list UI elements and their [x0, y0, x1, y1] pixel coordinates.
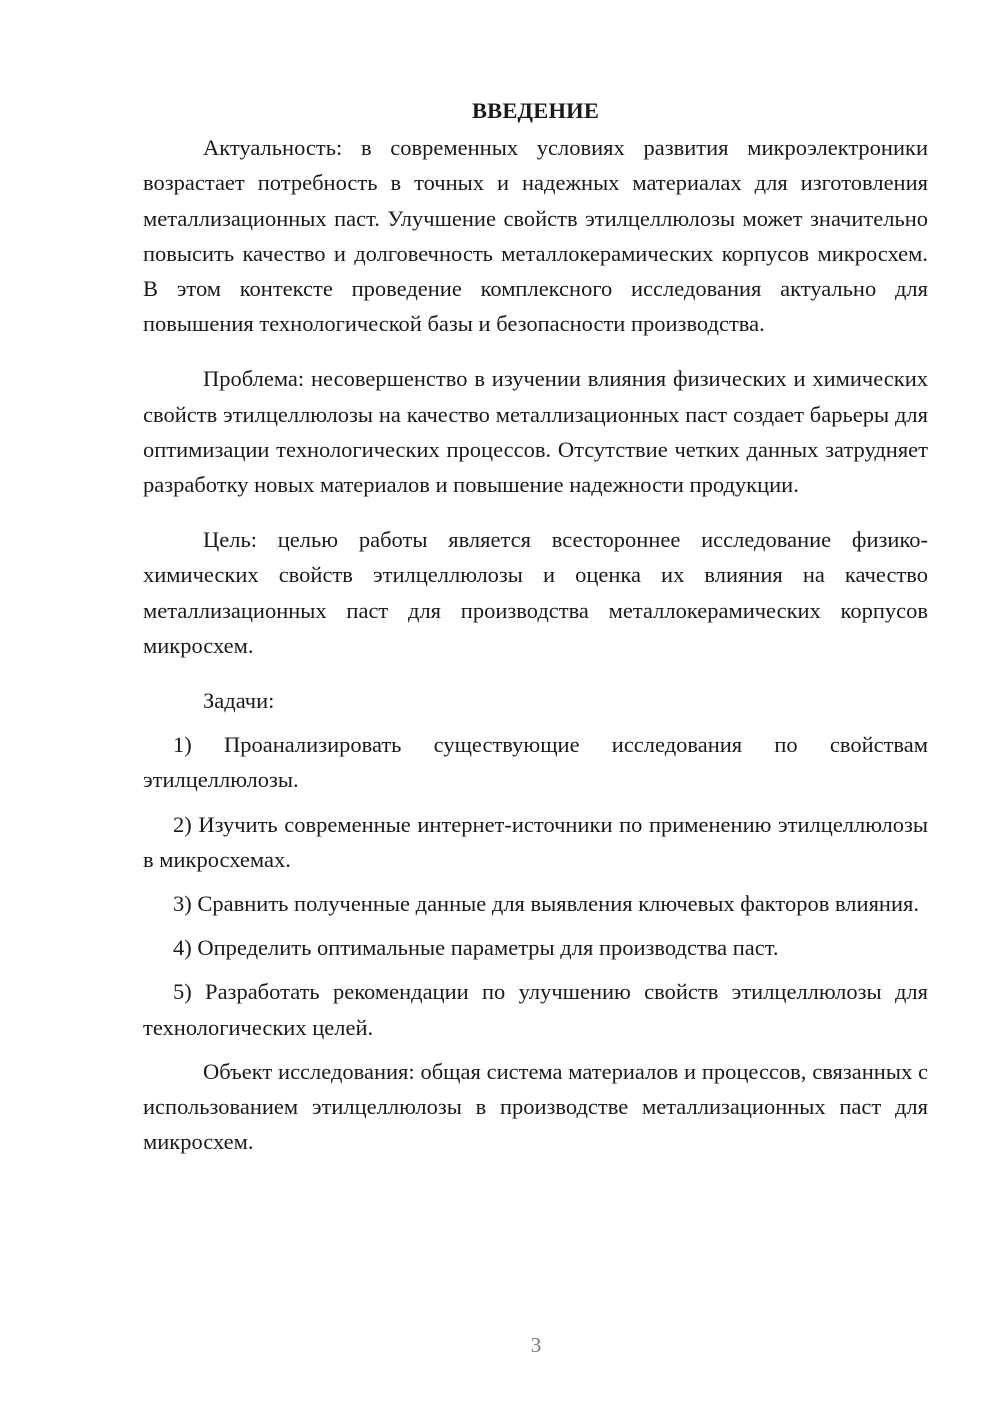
- task-item-5: 5) Разработать рекомендации по улучшению свойств этилцеллюлозы для технологических целей.: [143, 979, 928, 1040]
- paragraph-relevance: Актуальность: в современных условиях развития микроэлектроники возрастает потребность в точных и надежных материалах для изготовления металлизационных паст. Улучшение свойств этилцеллюлозы может значительно повысить качество и долговечность металлокерамических корпусов микросхем. В этом контексте проведение комплексного исследования актуально для повышения технологической базы и безопасности производства.: [143, 135, 928, 337]
- tasks-label: Задачи:: [203, 688, 275, 714]
- tasks-list: [143, 727, 928, 1045]
- page-content: [143, 93, 928, 1179]
- paragraph-goal: Цель: целью работы является всестороннее исследование физико-химических свойств этилцеллюлозы и оценка их влияния на качество металлизационных паст для производства металлокерамических корпусов микросхем.: [143, 527, 928, 658]
- task-item-4: 4) Определить оптимальные параметры для производства паст.: [173, 935, 779, 961]
- paragraph-object: Объект исследования: общая система материалов и процессов, связанных с использованием этилцеллюлозы в производстве металлизационных паст для микросхем.: [143, 1058, 928, 1155]
- section-heading: ВВЕДЕНИЕ: [471, 98, 600, 123]
- paragraph-problem: Проблема: несовершенство в изучении влияния физических и химических свойств этилцеллюлозы на качество металлизационных паст создает барьеры для оптимизации технологических процессов. Отсутствие четких данных затрудняет разработку новых материалов и повышение надежности продукции.: [143, 366, 928, 498]
- page-number: 3: [530, 1333, 542, 1357]
- task-item-1: 1) Проанализировать существующие исследования по свойствам этилцеллюлозы.: [143, 732, 928, 793]
- task-item-3: 3) Сравнить полученные данные для выявления ключевых факторов влияния.: [173, 891, 919, 917]
- task-item-2: 2) Изучить современные интернет-источники по применению этилцеллюлозы в микросхемах.: [143, 811, 928, 872]
